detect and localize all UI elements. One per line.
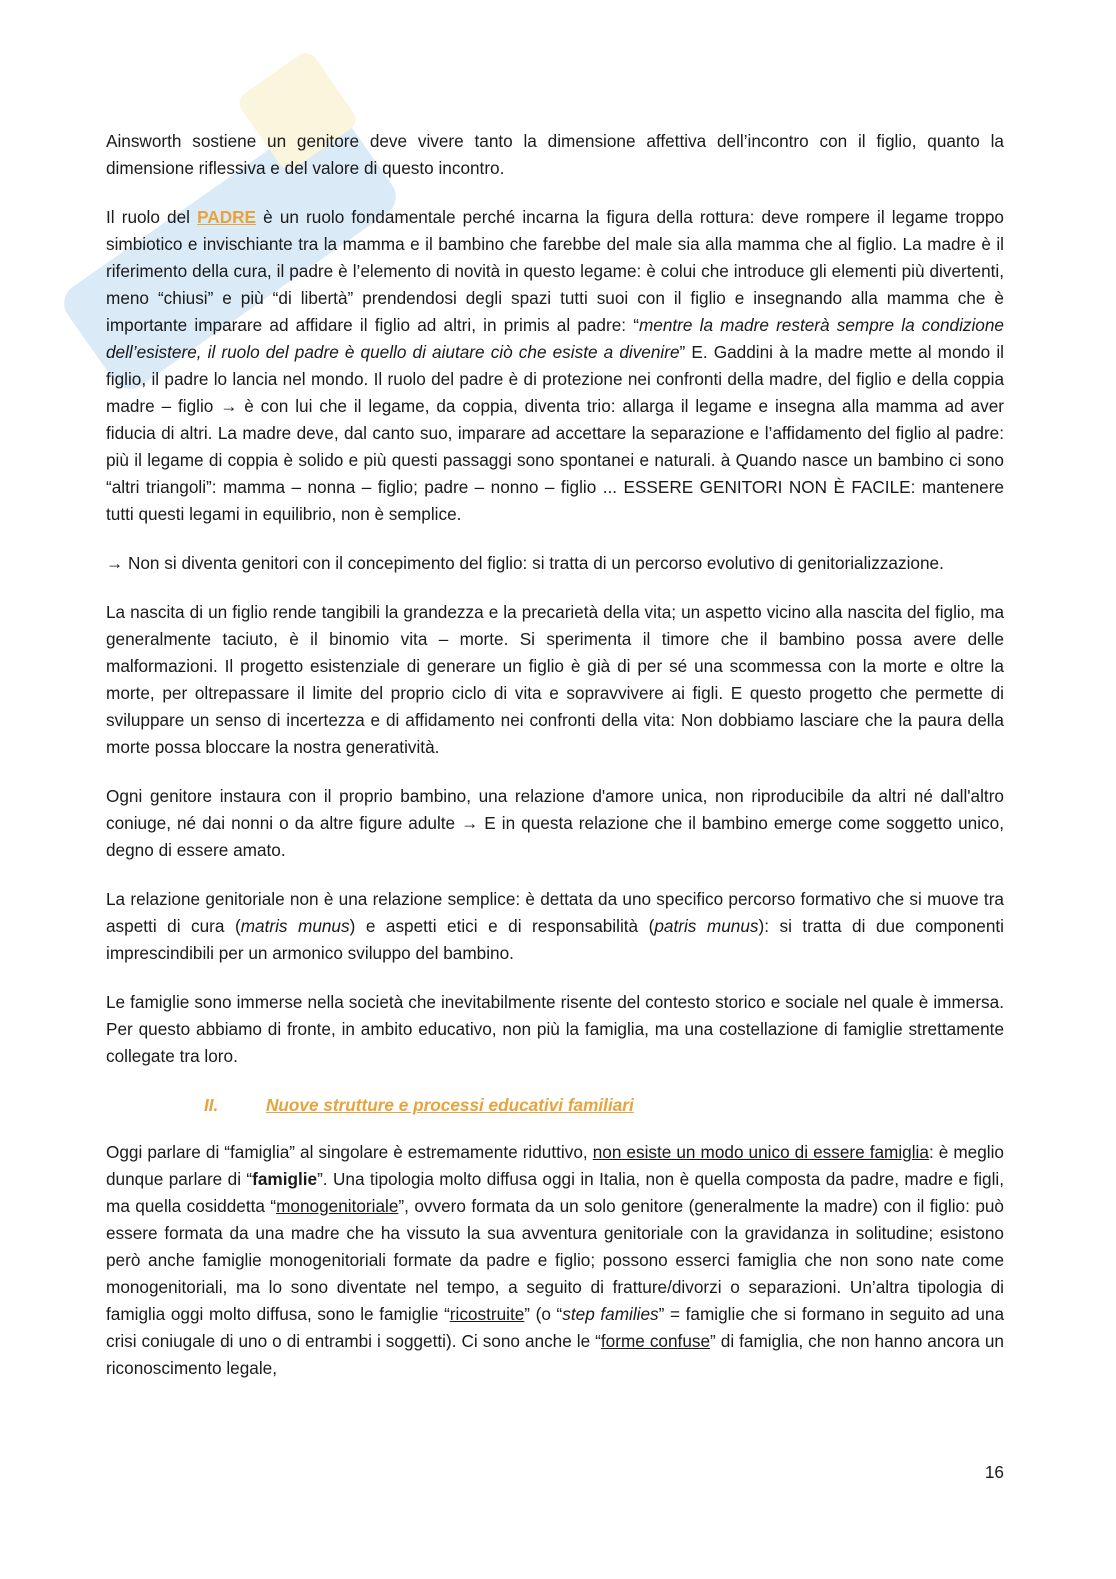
paragraph: Oggi parlare di “famiglia” al singolare è estremamente riduttivo, non esiste un modo unico di essere famiglia: è meglio dunque parlare di “famiglie”. Una tipologia molto diffusa oggi in Italia, non è quella composta da padre, madre e figli, ma quella cosiddetta “monogenitoriale”, ovvero formata da un solo genitore (generalmente la madre) con il figlio: può essere formata da una madre che ha vissuto la sua avventura genitoriale con la gravidanza in solitudine; esistono però anche famiglie monogenitoriali formate da padre e figlio; possono esserci famiglia che non sono nate come monogenitoriali, ma lo sono diventate nel tempo, a seguito di fratture/divorzi o separazioni. Un’altra tipologia di famiglia oggi molto diffusa, sono le famiglie “ricostruite” (o “step families” = famiglie che si formano in seguito ad una crisi coniugale di uno o di entrambi i soggetti). Ci sono anche le “forme confuse” di famiglia, che non hanno ancora un riconoscimento legale, (106, 1142, 1004, 1378)
section-heading (106, 1092, 1004, 1119)
paragraph: Il ruolo del PADRE è un ruolo fondamentale perché incarna la figura della rottura: deve rompere il legame troppo simbiotico e invischiante tra la mamma e il bambino che farebbe del male sia alla mamma che al figlio. La madre è il riferimento della cura, il padre è l’elemento di novità in questo legame: è colui che introduce gli elementi più divertenti, meno “chiusi” e più “di libertà” prendendosi degli spazi tutti suoi con il figlio e insegnando alla mamma che è importante imparare ad affidare il figlio ad altri, in primis al padre: “mentre la madre resterà sempre la condizione dell’esistere, il ruolo del padre è quello di aiutare ciò che esiste a divenire” E. Gaddini à la madre mette al mondo il figlio, il padre lo lancia nel mondo. Il ruolo del padre è di protezione nei confronti della madre, del figlio e della coppia madre – figlio → è con lui che il legame, da coppia, diventa trio: allarga il legame e insegna alla mamma ad aver fiducia di altri. La madre deve, dal canto suo, imparare ad accettare la separazione e l’affidamento del figlio al padre: più il legame di coppia è solido e più questi passaggi sono spontanei e naturali. à Quando nasce un bambino ci sono “altri triangoli”: mamma – nonna – figlio; padre – nonno – figlio ... ESSERE GENITORI NON È FACILE: mantenere tutti questi legami in equilibrio, non è semplice. (106, 207, 1004, 524)
section-number: II. (204, 1095, 219, 1115)
page-number: 16 (984, 1462, 1004, 1482)
paragraph: → Non si diventa genitori con il concepimento del figlio: si tratta di un percorso evolutivo di genitorializzazione. (106, 553, 944, 573)
paragraph: Ogni genitore instaura con il proprio bambino, una relazione d'amore unica, non riproducibile da altri né dall'altro coniuge, né dai nonni o da altre figure adulte → E in questa relazione che il bambino emerge come soggetto unico, degno di essere amato. (106, 786, 1004, 860)
document-page (106, 128, 1004, 1404)
paragraph: La nascita di un figlio rende tangibili la grandezza e la precarietà della vita; un aspetto vicino alla nascita del figlio, ma generalmente taciuto, è il binomio vita – morte. Si sperimenta il timore che il bambino possa avere delle malformazioni. Il progetto esistenziale di generare un figlio è già di per sé una scommessa con la morte e oltre la morte, per oltrepassare il limite del proprio ciclo di vita e sopravvivere ai figli. E questo progetto che permette di sviluppare un senso di incertezza e di affidamento nei confronti della vita: Non dobbiamo lasciare che la paura della morte possa bloccare la nostra generatività. (106, 602, 1004, 757)
paragraph: Ainsworth sostiene un genitore deve vivere tanto la dimensione affettiva dell’incontro con il figlio, quanto la dimensione riflessiva e del valore di questo incontro. (106, 131, 1004, 178)
padre-highlight: PADRE (197, 207, 257, 227)
section-title: Nuove strutture e processi educativi familiari (266, 1095, 634, 1115)
paragraph: Le famiglie sono immerse nella società che inevitabilmente risente del contesto storico e sociale nel quale è immersa. Per questo abbiamo di fronte, in ambito educativo, non più la famiglia, ma una costellazione di famiglie strettamente collegate tra loro. (106, 992, 1004, 1066)
paragraph: La relazione genitoriale non è una relazione semplice: è dettata da uno specifico percorso formativo che si muove tra aspetti di cura (matris munus) e aspetti etici e di responsabilità (patris munus): si tratta di due componenti imprescindibili per un armonico sviluppo del bambino. (106, 889, 1004, 963)
